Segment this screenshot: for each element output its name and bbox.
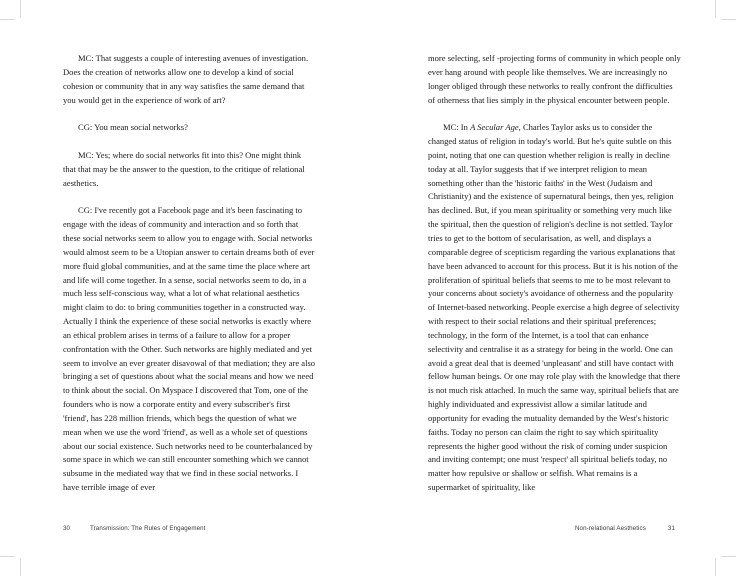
verso-folio-number: 30: [63, 525, 71, 532]
book-title-italic: A Secular Age: [470, 122, 519, 133]
paragraph: MC: That suggests a couple of interesting avenues of investigation. Does the creation of networks allow one to develop a kind of social cohesion or community that in any way satisfies the same demand that you would get in the experience of work of art?: [63, 53, 309, 105]
paragraph: CG: I've recently got a Facebook page and it's been fascinating to engage with the ideas of community and interaction and so forth that these social networks seem to allow you to engage with. Social networks would almost seem to be a Utopian answer to certain dreams both of ever more fluid global communities, and at the same time the place where art and life will come together. In a sense, social networks seem to do, in a much less self-conscious way, what a lot of what relational aesthetics might claim to do: to bring communities together in a constructed way. Actually I think the experience of these social networks is exactly where an ethical problem arises in terms of a failure to allow for a proper confrontation with the Other. Such networks are highly mediated and yet seem to involve an ever greater disavowal of that mediation; they are also bringing a set of questions about what the social means and how we need to think about the social. On Myspace I discovered that Tom, one of the founders who is now a corporate entity and every subscriber's first 'friend', has 228 million friends, which begs the question of what we mean when we use the word 'friend', as well as a whole set of questions about our social existence. Such networks need to be counterbalanced by some space in which we can still encounter something which we cannot subsume in the mediated way that we find in these social networks. I have terrible image of ever: [63, 205, 316, 493]
recto-running-head-title: Non-relational Aesthetics: [574, 525, 646, 532]
verso-text-column: [63, 52, 316, 495]
paragraph: CG: You mean social networks?: [78, 122, 188, 133]
text-after-title: , Charles Taylor asks us to consider the changed status of religion in today's world. But he's quite subtle on this point, noting that one can question whether religion is really in decline today at all. Taylor suggests that if we interpret religion to mean something other than the 'historic faiths' in the West (Judaism and Christianity) and the existence of supernatural beings, then yes, religion has declined. But, if you mean spirituality or something very much like the spiritual, then the question of religion's decline is not settled. Taylor tries to get to the bottom of secularisation, as well, and displays a comparable degree of scepticism regarding the various explanations that have been advanced to account for this process. But it is his notion of the proliferation of spiritual beliefs that seems to me to be most relevant to your concerns about society's avoidance of otherness and the popularity of Internet-based networking. People exercise a high degree of selectivity with respect to their social relations and their spiritual preferences; technology, in the form of the Internet, is a tool that can enhance selectivity and centralise it as a strategy for being in the world. One can avoid a great deal that is deemed 'unpleasant' and still have contact with fellow human beings. Or one may role play with the knowledge that there is not much risk attached. In much the same way, spiritual beliefs that are highly individuated and expressivist allow a similar latitude and opportunity for evading the mutuality demanded by the West's historic faiths. Today no person can claim the right to say which spirituality represents the higher good without the risk of coming under suspicion and inviting contempt; one must 'respect' all spiritual beliefs today, no matter how repulsive or shallow or selfish. What remains is a supermarket of spirituality, like: [428, 122, 681, 493]
verso-running-head-title: Transmission: The Rules of Engagement: [90, 525, 206, 532]
recto-folio-number: 31: [667, 525, 675, 532]
verso-running-foot: [63, 525, 205, 532]
paragraph: MC: Yes; where do social networks fit into this? One might think that that may be the answer to the question, to the critique of relational aesthetics.: [63, 149, 305, 188]
paragraph-with-italic-title: [428, 121, 681, 495]
text-before-title: MC: In: [443, 122, 471, 133]
recto-page: [368, 0, 736, 576]
recto-running-foot: [575, 525, 675, 532]
recto-text-column: [428, 52, 681, 495]
paragraph: more selecting, self -projecting forms of community in which people only ever hang around with people like themselves. We are increasingly no longer obliged through these networks to really confront the difficulties of otherness that lies simply in the physical encounter between people.: [428, 53, 681, 105]
